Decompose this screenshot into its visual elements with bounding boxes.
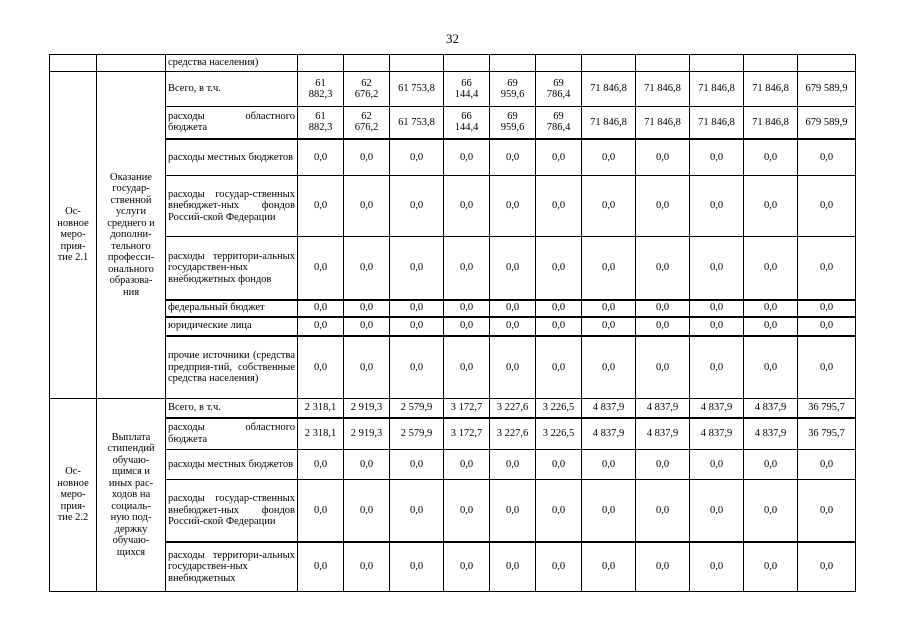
value-cell: 0,0 (298, 139, 344, 176)
value-cell: 0,0 (744, 336, 798, 399)
value-cell: 4 837,9 (582, 399, 636, 418)
value-cell: 0,0 (744, 176, 798, 237)
funding-source-cell: Всего, в т.ч. (166, 72, 298, 107)
value-cell: 71 846,8 (582, 72, 636, 107)
value-cell: 0,0 (390, 450, 444, 480)
value-cell (298, 55, 344, 72)
value-cell: 0,0 (490, 450, 536, 480)
value-cell: 0,0 (636, 450, 690, 480)
value-cell: 3 227,6 (490, 418, 536, 450)
value-cell: 0,0 (344, 542, 390, 592)
value-cell: 0,0 (444, 336, 490, 399)
value-cell: 0,0 (582, 480, 636, 542)
table-row (50, 72, 856, 107)
table-row (50, 399, 856, 418)
value-cell: 0,0 (536, 450, 582, 480)
activity-name-cell (97, 55, 166, 72)
value-cell: 0,0 (582, 336, 636, 399)
value-cell: 4 837,9 (690, 418, 744, 450)
value-cell: 0,0 (444, 450, 490, 480)
value-cell: 0,0 (636, 542, 690, 592)
value-cell: 0,0 (744, 542, 798, 592)
value-cell: 0,0 (490, 300, 536, 317)
value-cell: 0,0 (390, 317, 444, 336)
value-cell: 0,0 (490, 176, 536, 237)
value-cell (444, 55, 490, 72)
value-cell: 0,0 (690, 317, 744, 336)
funding-source-cell: расходы местных бюджетов (166, 139, 298, 176)
funding-source-cell: расходы областного бюджета (166, 418, 298, 450)
value-cell: 0,0 (390, 139, 444, 176)
value-cell: 0,0 (344, 139, 390, 176)
value-cell: 71 846,8 (690, 107, 744, 139)
value-cell: 2 579,9 (390, 418, 444, 450)
value-cell: 0,0 (744, 480, 798, 542)
value-cell (536, 55, 582, 72)
value-cell: 0,0 (298, 480, 344, 542)
value-cell: 66 144,4 (444, 107, 490, 139)
value-cell: 0,0 (536, 139, 582, 176)
value-cell: 0,0 (444, 237, 490, 300)
value-cell: 0,0 (536, 317, 582, 336)
value-cell: 3 226,5 (536, 399, 582, 418)
value-cell: 0,0 (690, 300, 744, 317)
value-cell: 0,0 (344, 450, 390, 480)
value-cell: 0,0 (490, 139, 536, 176)
value-cell: 0,0 (536, 542, 582, 592)
total-value-cell: 0,0 (798, 176, 856, 237)
value-cell: 0,0 (390, 336, 444, 399)
value-cell: 4 837,9 (582, 418, 636, 450)
value-cell: 0,0 (390, 176, 444, 237)
value-cell: 0,0 (744, 300, 798, 317)
value-cell: 0,0 (690, 450, 744, 480)
value-cell: 0,0 (690, 542, 744, 592)
total-value-cell: 36 795,7 (798, 399, 856, 418)
table-row (50, 237, 856, 300)
funding-source-cell: расходы местных бюджетов (166, 450, 298, 480)
value-cell: 0,0 (490, 542, 536, 592)
value-cell: 0,0 (536, 176, 582, 237)
value-cell: 71 846,8 (744, 107, 798, 139)
value-cell: 61 882,3 (298, 107, 344, 139)
value-cell: 0,0 (390, 480, 444, 542)
funding-source-cell: расходы государ-ственных внебюджет-ных фондов Россий-ской Федерации (166, 480, 298, 542)
value-cell: 66 144,4 (444, 72, 490, 107)
value-cell: 61 882,3 (298, 72, 344, 107)
value-cell: 3 172,7 (444, 399, 490, 418)
value-cell: 69 959,6 (490, 72, 536, 107)
value-cell: 0,0 (636, 317, 690, 336)
value-cell: 0,0 (298, 300, 344, 317)
value-cell: 0,0 (390, 542, 444, 592)
value-cell: 3 226,5 (536, 418, 582, 450)
value-cell: 3 227,6 (490, 399, 536, 418)
table-row (50, 336, 856, 399)
table-row (50, 55, 856, 72)
value-cell (636, 55, 690, 72)
value-cell: 0,0 (690, 237, 744, 300)
table-row (50, 176, 856, 237)
value-cell: 0,0 (744, 317, 798, 336)
funding-source-cell: расходы территори-альных государствен-ных внебюджетных (166, 542, 298, 592)
value-cell: 0,0 (444, 300, 490, 317)
value-cell: 71 846,8 (636, 107, 690, 139)
value-cell: 0,0 (490, 336, 536, 399)
value-cell: 2 318,1 (298, 399, 344, 418)
funding-source-cell: средства населения) (166, 55, 298, 72)
value-cell: 2 318,1 (298, 418, 344, 450)
value-cell: 0,0 (690, 480, 744, 542)
value-cell (798, 55, 856, 72)
total-value-cell: 0,0 (798, 542, 856, 592)
value-cell: 2 919,3 (344, 399, 390, 418)
table-row (50, 300, 856, 317)
value-cell: 62 676,2 (344, 107, 390, 139)
value-cell: 0,0 (344, 336, 390, 399)
value-cell: 0,0 (298, 176, 344, 237)
value-cell: 0,0 (636, 300, 690, 317)
total-value-cell: 0,0 (798, 480, 856, 542)
funding-source-cell: расходы территори-альных государствен-ных внебюджетных фондов (166, 237, 298, 300)
value-cell (690, 55, 744, 72)
value-cell (390, 55, 444, 72)
total-value-cell: 0,0 (798, 317, 856, 336)
value-cell: 0,0 (690, 176, 744, 237)
value-cell: 4 837,9 (744, 399, 798, 418)
value-cell: 0,0 (490, 237, 536, 300)
value-cell: 0,0 (744, 139, 798, 176)
funding-source-cell: Всего, в т.ч. (166, 399, 298, 418)
total-value-cell: 679 589,9 (798, 107, 856, 139)
budget-table-body (50, 55, 856, 592)
activity-name-cell: Выплата стипендий обучаю- щимся и иных рас- ходов на социаль- ную под- держку обучаю- щихся (97, 399, 166, 592)
value-cell: 2 919,3 (344, 418, 390, 450)
table-row (50, 542, 856, 592)
value-cell: 0,0 (344, 237, 390, 300)
value-cell: 0,0 (444, 176, 490, 237)
value-cell: 0,0 (582, 450, 636, 480)
value-cell: 0,0 (636, 336, 690, 399)
funding-source-cell: прочие источники (средства предприя-тий, собственные средства населения) (166, 336, 298, 399)
value-cell: 4 837,9 (690, 399, 744, 418)
value-cell: 0,0 (444, 317, 490, 336)
value-cell: 62 676,2 (344, 72, 390, 107)
value-cell: 0,0 (690, 336, 744, 399)
value-cell: 0,0 (298, 317, 344, 336)
value-cell: 0,0 (444, 542, 490, 592)
value-cell: 0,0 (582, 317, 636, 336)
value-cell: 71 846,8 (744, 72, 798, 107)
activity-name-cell: Оказание государ- ственной услуги среднего и дополни- тельного професси- онального образова- ния (97, 72, 166, 399)
table-row (50, 450, 856, 480)
budget-table (49, 54, 856, 592)
value-cell: 69 959,6 (490, 107, 536, 139)
value-cell: 4 837,9 (636, 418, 690, 450)
total-value-cell: 0,0 (798, 336, 856, 399)
value-cell: 0,0 (444, 480, 490, 542)
table-row (50, 107, 856, 139)
value-cell: 0,0 (490, 480, 536, 542)
value-cell: 3 172,7 (444, 418, 490, 450)
total-value-cell: 0,0 (798, 300, 856, 317)
value-cell: 0,0 (536, 300, 582, 317)
value-cell: 0,0 (636, 176, 690, 237)
value-cell: 0,0 (490, 317, 536, 336)
value-cell: 0,0 (582, 237, 636, 300)
value-cell: 4 837,9 (744, 418, 798, 450)
value-cell: 0,0 (690, 139, 744, 176)
value-cell: 0,0 (582, 139, 636, 176)
table-row (50, 480, 856, 542)
value-cell: 0,0 (444, 139, 490, 176)
value-cell: 0,0 (344, 480, 390, 542)
funding-source-cell: юридические лица (166, 317, 298, 336)
value-cell: 2 579,9 (390, 399, 444, 418)
value-cell: 0,0 (744, 237, 798, 300)
funding-source-cell: расходы областного бюджета (166, 107, 298, 139)
activity-code-cell: Ос- новное меро- прия- тие 2.2 (50, 399, 97, 592)
table-row (50, 418, 856, 450)
total-value-cell: 0,0 (798, 237, 856, 300)
value-cell: 0,0 (636, 237, 690, 300)
value-cell: 0,0 (344, 300, 390, 317)
value-cell: 0,0 (582, 300, 636, 317)
activity-cell (50, 55, 97, 72)
total-value-cell: 679 589,9 (798, 72, 856, 107)
value-cell: 0,0 (744, 450, 798, 480)
total-value-cell: 0,0 (798, 450, 856, 480)
value-cell (744, 55, 798, 72)
value-cell: 0,0 (298, 542, 344, 592)
value-cell: 71 846,8 (690, 72, 744, 107)
value-cell: 69 786,4 (536, 107, 582, 139)
value-cell: 0,0 (636, 480, 690, 542)
value-cell: 0,0 (298, 450, 344, 480)
value-cell: 0,0 (298, 336, 344, 399)
table-row (50, 317, 856, 336)
value-cell: 0,0 (536, 237, 582, 300)
value-cell: 0,0 (636, 139, 690, 176)
total-value-cell: 36 795,7 (798, 418, 856, 450)
value-cell: 69 786,4 (536, 72, 582, 107)
value-cell: 4 837,9 (636, 399, 690, 418)
funding-source-cell: федеральный бюджет (166, 300, 298, 317)
value-cell (344, 55, 390, 72)
value-cell (490, 55, 536, 72)
value-cell: 0,0 (536, 480, 582, 542)
total-value-cell: 0,0 (798, 139, 856, 176)
page-number: 32 (446, 31, 459, 46)
value-cell: 0,0 (582, 176, 636, 237)
value-cell: 0,0 (390, 237, 444, 300)
table-row (50, 139, 856, 176)
value-cell: 0,0 (344, 176, 390, 237)
value-cell: 0,0 (536, 336, 582, 399)
value-cell: 71 846,8 (636, 72, 690, 107)
value-cell: 61 753,8 (390, 72, 444, 107)
value-cell: 61 753,8 (390, 107, 444, 139)
funding-source-cell: расходы государ-ственных внебюджет-ных фондов Россий-ской Федерации (166, 176, 298, 237)
activity-code-cell: Ос- новное меро- прия- тие 2.1 (50, 72, 97, 399)
value-cell: 0,0 (582, 542, 636, 592)
value-cell: 71 846,8 (582, 107, 636, 139)
value-cell (582, 55, 636, 72)
value-cell: 0,0 (344, 317, 390, 336)
value-cell: 0,0 (390, 300, 444, 317)
value-cell: 0,0 (298, 237, 344, 300)
